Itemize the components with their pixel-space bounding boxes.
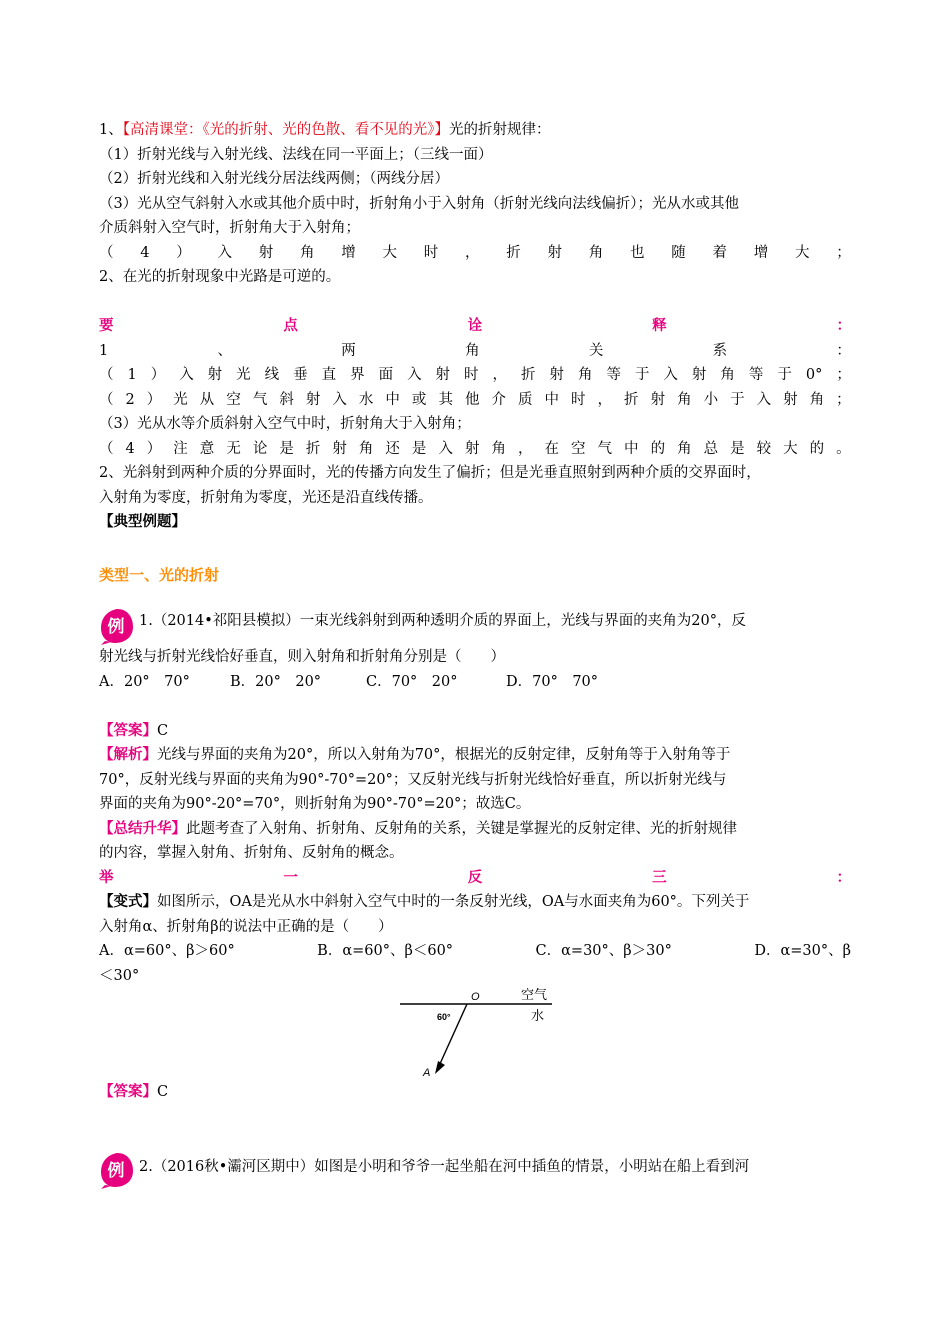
variant-line-1 [99,890,851,915]
glyph: 随 [671,244,686,261]
glyph: ） [146,440,162,457]
glyph: 角 [677,440,692,457]
example-1-question: 1.（2014•祁阳县模拟）一束光线斜射到两种透明介质的界面上，光线与界面的夹角为20°，反 [139,613,746,629]
variant-answer-value: C [157,1084,169,1100]
glyph: 直 [321,367,337,383]
glyph: 三 [652,868,667,886]
variant-option-a[interactable]: A．α=60°、β＞60° [99,943,235,959]
glyph: 于 [634,367,650,383]
label-a: A [423,1067,431,1079]
course-link[interactable]: 【高清课堂：《光的折射、光的色散、看不见的光》】 [122,122,449,138]
analysis-line-1 [99,743,851,768]
glyph: 折 [521,367,536,383]
glyph: 关 [588,342,604,359]
glyph: ： [836,342,851,359]
glyph: 1 [99,342,109,359]
badge-label: 例 [107,617,125,636]
glyph: 注 [173,440,188,457]
example-2 [99,1151,851,1189]
glyph: 4 [140,244,150,261]
glyph: 无 [226,440,241,457]
keypoint-5-cont: 入射角为零度，折射角为零度，光还是沿直线传播。 [99,489,433,506]
refraction-figure [99,988,851,1080]
example-badge-icon [99,1151,135,1189]
label-air: 空气 [521,988,548,1002]
label-water: 水 [531,1008,545,1023]
glyph: 角 [809,391,825,408]
glyph: 大 [783,440,798,457]
glyph: 等 [606,367,621,383]
glyph: 射 [549,367,564,383]
answer-line [99,719,851,744]
glyph: 气 [597,440,613,457]
glyph: 增 [753,244,769,261]
glyph: 射 [783,391,798,408]
law-reversible: 2、在光的折射现象中光路是可逆的。 [99,269,341,285]
glyph: 他 [464,391,480,408]
glyph: ） [176,244,191,261]
glyph: 释 [652,317,667,334]
glyph: （ [99,244,114,261]
variant-option-b[interactable]: B．α=60°、β＜60° [317,943,454,959]
glyph: 角 [588,244,604,261]
glyph: 折 [624,391,639,408]
keypoint-2 [99,388,851,413]
answer-tag: 【答案】 [99,721,157,739]
glyph: 于 [730,391,745,408]
glyph: 入 [663,367,678,383]
glyph: 诠 [467,317,483,334]
glyph: 是 [279,440,294,457]
glyph: 面 [378,367,394,383]
keypoint-4 [99,437,851,462]
glyph: 论 [252,440,268,457]
glyph: 光 [236,367,251,383]
glyph: 射 [435,367,451,383]
glyph: 时 [571,391,586,408]
glyph: 。 [836,440,851,457]
analysis-text: 光线与界面的夹角为20°，所以入射角为70°，根据光的反射定律，反射角等于入射角等于 [157,747,731,763]
glyph: 总 [703,440,719,457]
typical-examples-heading: 【典型例题】 [99,513,186,530]
glyph: 射 [691,367,707,383]
example-1-options [99,670,851,695]
glyph: 角 [491,440,506,457]
glyph: 射 [547,244,562,261]
glyph: 射 [258,244,274,261]
glyph: 角 [299,244,315,261]
glyph: （ [99,391,114,408]
glyph: 也 [629,244,645,261]
summary-tag: 【总结升华】 [99,819,186,837]
document-page [99,118,851,1189]
label-o: O [471,991,480,1003]
analysis-line-3: 界面的夹角为90°-20°=70°，则折射角为90°-70°=20°；故选C。 [99,796,531,812]
analysis-tag: 【解析】 [99,746,157,763]
badge-label: 例 [107,1160,125,1180]
glyph: 入 [756,391,772,408]
glyph: 线 [264,367,280,383]
glyph: 射 [207,367,223,383]
glyph: （ [99,367,114,383]
item-number: 1、 [99,122,123,138]
glyph: 大 [382,244,397,261]
glyph: 、 [217,342,233,359]
glyph: 举 [99,868,114,886]
glyph: 水 [358,391,374,408]
glyph: 气 [252,391,268,408]
glyph: 射 [464,440,480,457]
glyph: ） [146,391,162,408]
glyph: 射 [305,391,321,408]
law-line-3: （3）光从空气斜射入水或其他介质中时，折射角小于入射角（折射光线向法线偏折）；光从水或其他 [99,195,739,212]
glyph: 或 [411,391,427,408]
glyph: ： [836,317,851,334]
variant-line-2: 入射角α、折射角β的说法中正确的是（ ） [99,918,393,935]
keypoint-3: （3）光从水等介质斜射入空气中时，折射角大于入射角； [99,416,471,432]
glyph: ； [836,391,851,408]
glyph: ： [836,868,851,886]
section-title: 类型一、光的折射 [99,565,220,584]
glyph: 中 [544,391,559,408]
glyph: 要 [99,317,114,334]
glyph: 4 [125,440,135,457]
variant-tag: 【变式】 [99,893,157,910]
glyph: 角 [465,342,480,359]
keypoint-5: 2、光斜射到两种介质的分界面时，光的传播方向发生了偏折；但是光垂直照射到两种介质的交界面时， [99,465,761,481]
variant-option-d-cont: ＜30° [99,967,140,984]
glyph: 较 [756,440,772,457]
glyph: 等 [748,367,764,383]
variant-text: 如图所示，OA是光从水中斜射入空气中时的一条反射光线，OA与水面夹角为60°。下列关于 [157,894,750,910]
glyph: ） [150,367,166,383]
glyph: ， [597,391,613,408]
summary-line-1 [99,817,851,842]
summary-text: 此题考查了入射角、折射角、反射角的关系，关键是掌握光的反射定律、光的折射规律 [186,820,737,837]
glyph: 两 [341,342,356,359]
glyph: 其 [438,391,453,408]
glyph: 射 [650,391,666,408]
glyph: 入 [179,367,194,383]
title-rest: 光的折射规律： [448,122,551,138]
glyph: 1 [127,367,137,383]
option-d[interactable]: D．70° 70° [506,673,599,690]
glyph: 角 [577,367,593,383]
glyph: 增 [341,244,356,261]
answer-value: C [157,722,169,739]
glyph: ， [492,367,508,383]
example-1 [99,607,851,645]
glyph: 角 [720,367,735,383]
glyph: 光 [173,391,188,408]
glyph: 于 [777,367,792,383]
law-line-1: （1）折射光线与入射光线、法线在同一平面上；（三线一面） [99,146,493,163]
glyph: 意 [199,440,215,457]
glyph: 中 [624,440,639,457]
law-line-2: （2）折射光线和入射光线分居法线两侧；（两线分居） [99,171,449,187]
glyph: 入 [217,244,232,261]
glyph: 反 [467,868,483,886]
refraction-law-title [99,118,851,143]
glyph: 折 [506,244,521,261]
glyph: 是 [411,440,427,457]
glyph: ， [517,440,533,457]
analysis-line-2: 70°，反射光线与界面的夹角为90°-70°=20°；又反射光线与折射光线恰好垂直，所以折射光线与 [99,771,727,788]
option-c[interactable]: C．70° 20° [366,673,458,690]
glyph: 入 [438,440,453,457]
example-badge-icon [99,607,135,645]
law-line-4 [99,241,851,266]
law-line-3-cont: 介质斜射入空气时，折射角大于入射角； [99,220,360,236]
glyph: 0° [805,367,823,383]
glyph: 折 [305,440,321,457]
glyph: ； [836,244,851,261]
summary-line-2: 的内容，掌握入射角、折射角、反射角的概念。 [99,845,404,861]
glyph: 系 [712,342,728,359]
glyph: 时 [464,367,479,383]
option-a[interactable]: A．20° 70° [99,673,190,690]
glyph: 入 [332,391,347,408]
glyph: 中 [385,391,400,408]
glyph: 界 [350,367,365,383]
example-1-question-cont: 射光线与折射光线恰好垂直，则入射角和折射角分别是（ ） [99,649,505,665]
glyph: 在 [544,440,559,457]
glyph: 角 [677,391,692,408]
glyph: 大 [794,244,810,261]
glyph: ， [464,244,480,261]
glyph: 介 [491,391,506,408]
glyph: ； [836,367,851,383]
glyph: 的 [650,440,666,457]
variant-option-d[interactable]: D．α=30°、β [754,943,851,959]
glyph: 空 [571,440,586,457]
option-b[interactable]: B．20° 20° [230,673,322,690]
glyph: 的 [809,440,825,457]
glyph: 着 [712,244,727,261]
glyph: 还 [385,440,400,457]
glyph: （ [99,440,114,457]
variant-answer-tag: 【答案】 [99,1083,157,1100]
glyph: 2 [125,391,135,408]
practice-heading [99,866,851,891]
label-angle: 60° [437,1012,451,1022]
glyph: 小 [703,391,719,408]
glyph: 入 [407,367,422,383]
keypoints-subheading [99,339,851,364]
glyph: 从 [199,391,215,408]
variant-option-c[interactable]: C．α=30°、β＞30° [535,943,672,959]
example-2-question: 2.（2016秋•灞河区期中）如图是小明和爷爷一起坐船在河中插鱼的情景，小明站在船上看到河 [139,1158,750,1175]
glyph: 射 [332,440,347,457]
glyph: 角 [358,440,374,457]
glyph: 质 [517,391,533,408]
glyph: 是 [730,440,745,457]
keypoints-heading [99,314,851,339]
variant-answer-line [99,1080,851,1105]
glyph: 斜 [279,391,294,408]
variant-options [99,939,851,964]
glyph: 一 [283,868,298,886]
glyph: 点 [283,317,298,334]
keypoint-1 [99,363,851,388]
glyph: 空 [226,391,241,408]
glyph: 时 [423,244,439,261]
glyph: 垂 [293,367,308,383]
